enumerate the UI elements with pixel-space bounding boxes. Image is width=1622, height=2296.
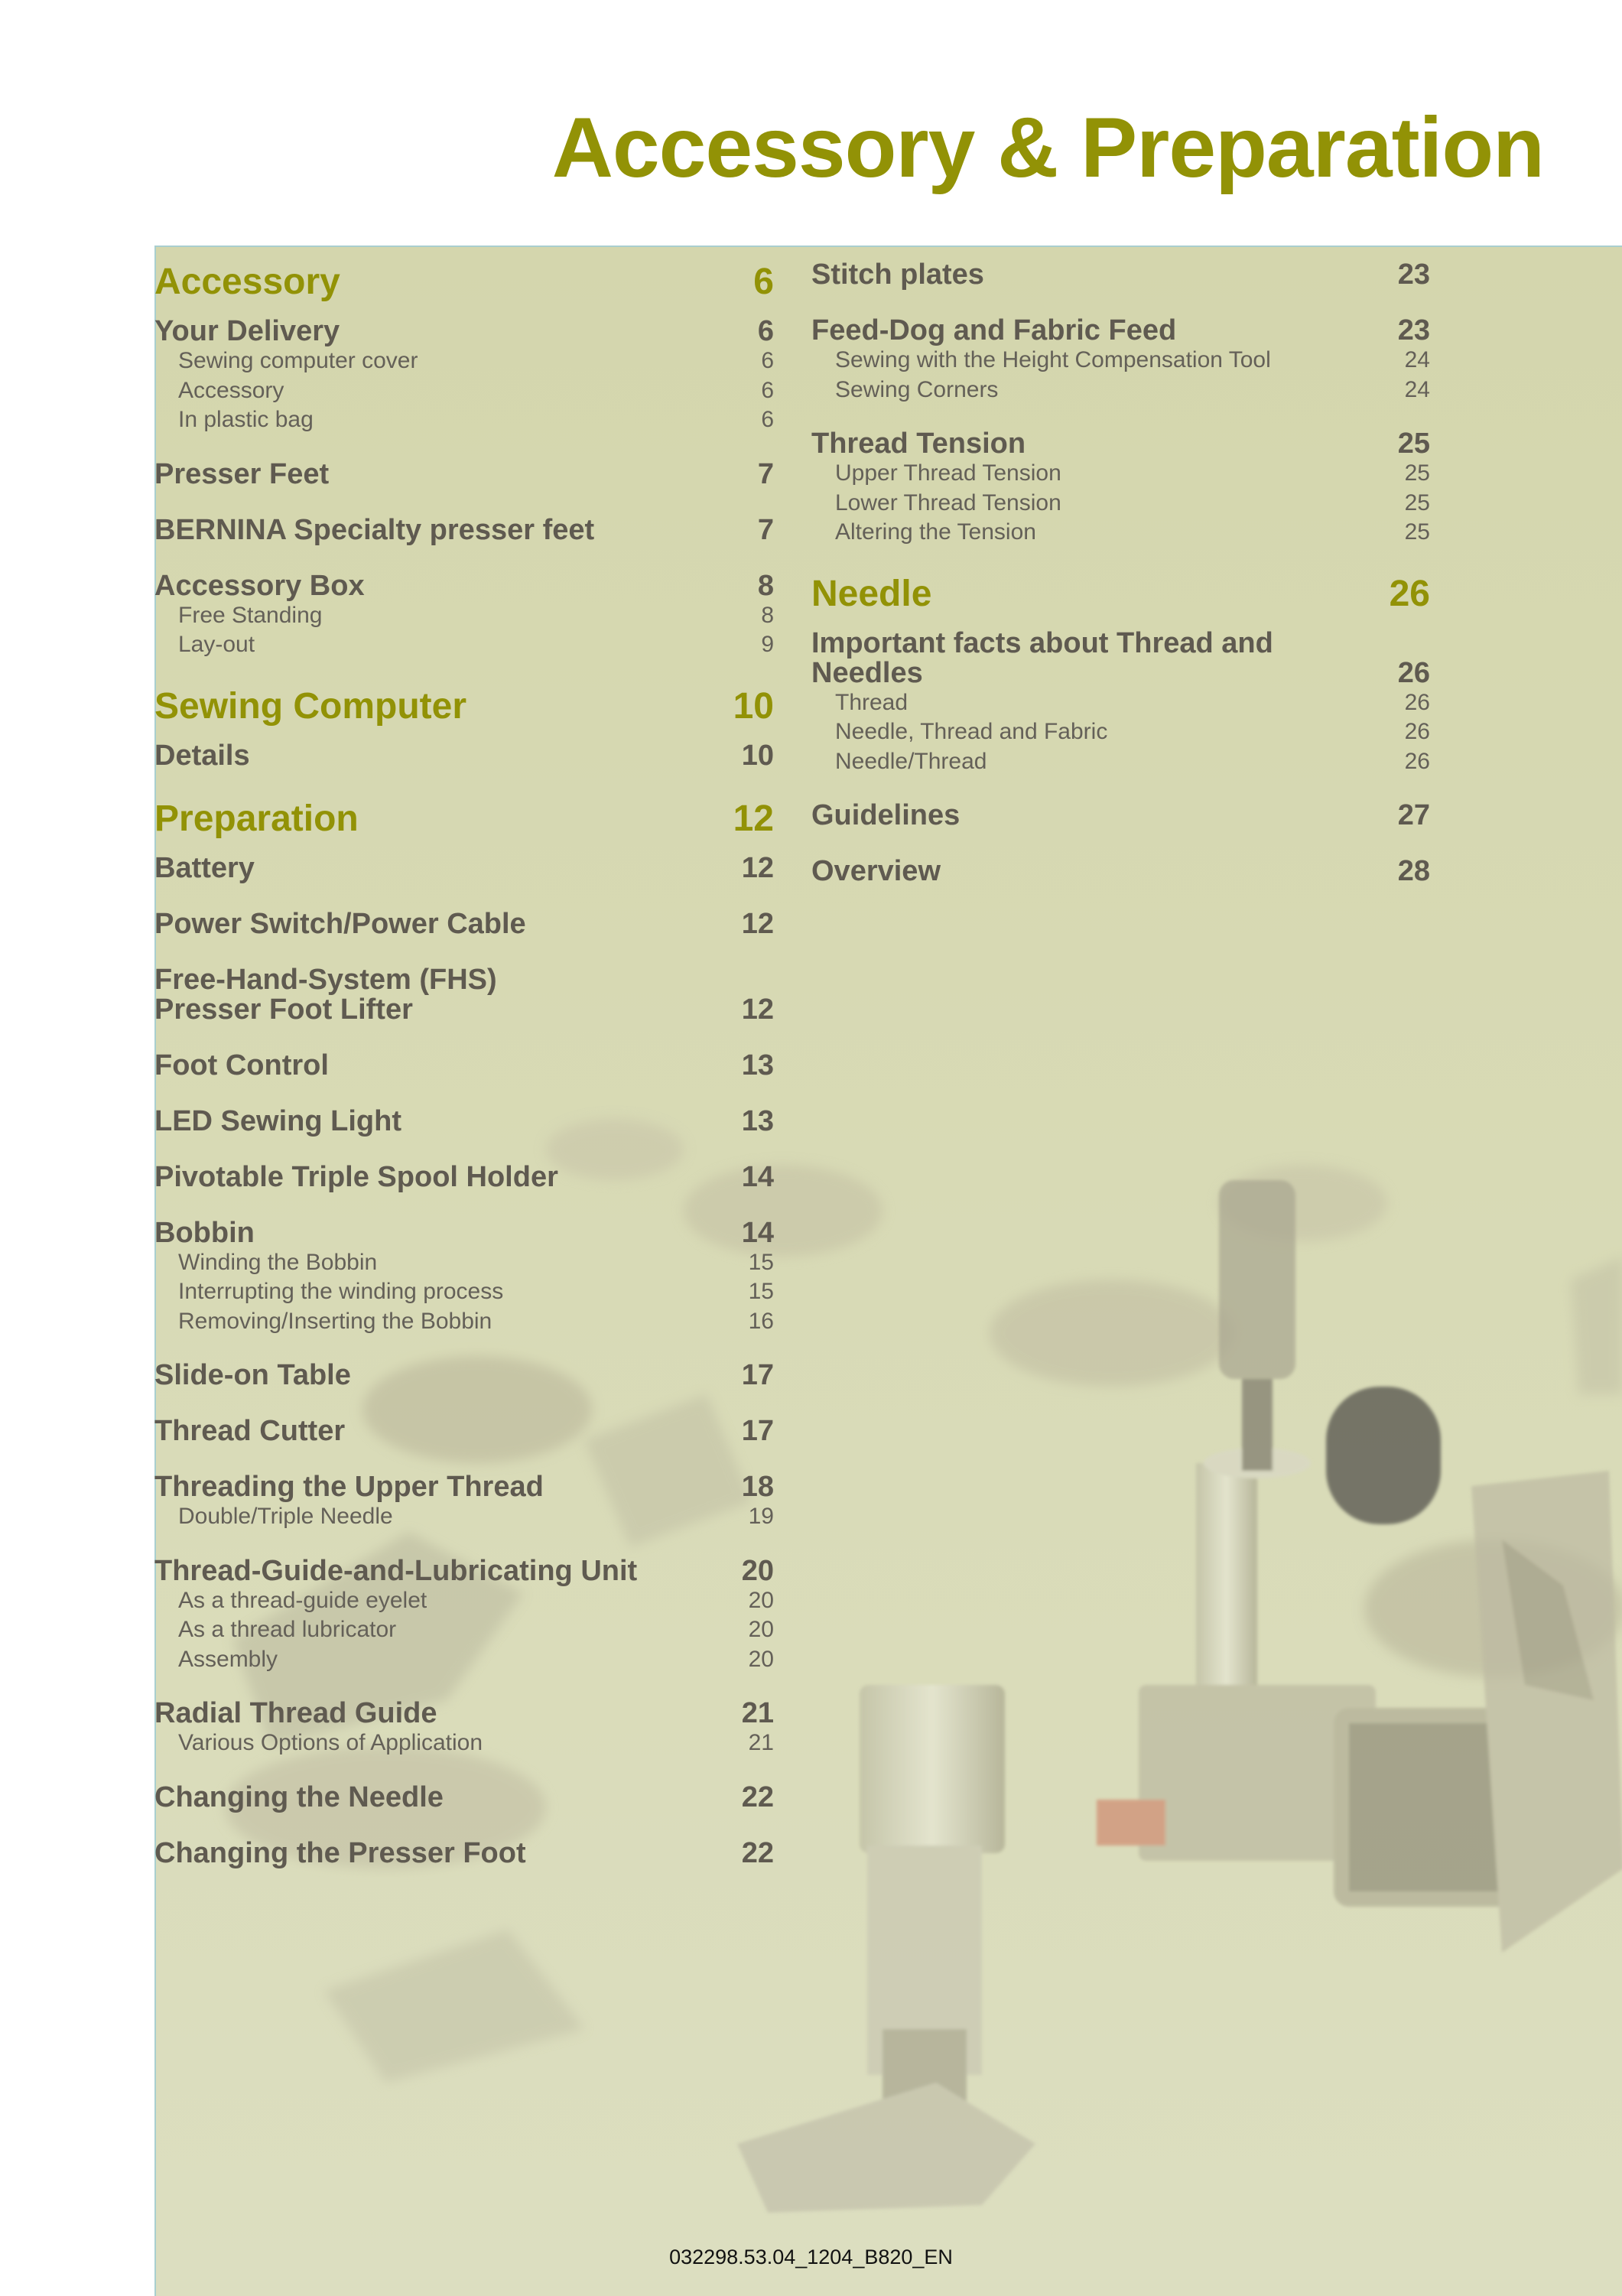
toc-subtopic-page-number: 25 xyxy=(1404,519,1430,545)
toc-topic-title: Thread Tension xyxy=(811,428,1026,460)
toc-group xyxy=(154,1218,774,1337)
toc-topic-title: Bobbin xyxy=(154,1216,255,1249)
toc-section-title: Preparation xyxy=(154,798,359,839)
toc-topic-radial-thread-guide[interactable] xyxy=(154,1699,774,1729)
page-title: Accessory & Preparation xyxy=(551,100,1544,195)
toc-topic-page-number: 21 xyxy=(741,1697,774,1729)
toc-topic-overview[interactable] xyxy=(811,857,1430,886)
toc-group xyxy=(154,1472,774,1532)
toc-subtopic-title: Lower Thread Tension xyxy=(835,489,1061,515)
toc-subtopic-page-number: 19 xyxy=(748,1504,774,1529)
toc-topic-page-number: 14 xyxy=(741,1216,774,1249)
toc-subtopic-sewing-computer-cover[interactable] xyxy=(154,346,774,376)
toc-section-title: Accessory xyxy=(154,262,340,302)
toc-topic-threading-the-upper-thread[interactable] xyxy=(154,1472,774,1502)
toc-group xyxy=(154,571,774,660)
toc-topic-title: Free-Hand-System (FHS) Presser Foot Lifter xyxy=(154,963,497,1026)
toc-topic-page-number: 22 xyxy=(741,1836,774,1869)
toc-topic-title: Foot Control xyxy=(154,1049,329,1081)
toc-subtopic-page-number: 24 xyxy=(1404,347,1430,372)
toc-topic-page-number: 27 xyxy=(1397,799,1430,831)
toc-topic-battery[interactable] xyxy=(154,851,774,884)
toc-subtopic-title: Thread xyxy=(835,689,909,715)
toc-topic-page-number: 23 xyxy=(1397,259,1430,291)
toc-topic-title: Presser Feet xyxy=(154,457,330,490)
toc-subtopic-title: Winding the Bobbin xyxy=(178,1249,378,1275)
toc-topic-power-switch-power-cable[interactable] xyxy=(154,909,774,939)
toc-subtopic-title: Various Options of Application xyxy=(178,1730,483,1755)
toc-subtopic-title: Upper Thread Tension xyxy=(835,460,1061,486)
toc-right-column xyxy=(811,260,1430,912)
toc-subtopic-sewing-corners[interactable] xyxy=(811,376,1430,405)
toc-topic-title: BERNINA Specialty presser feet xyxy=(154,513,595,546)
toc-topic-page-number: 17 xyxy=(741,1415,774,1447)
toc-subtopic-title: Needle, Thread and Fabric xyxy=(835,719,1108,744)
toc-topic-title: Details xyxy=(154,739,250,772)
toc-subtopic-page-number: 25 xyxy=(1404,460,1430,486)
toc-topic-thread-guide-and-lubricating-unit[interactable] xyxy=(154,1556,774,1586)
toc-subtopic-in-plastic-bag[interactable] xyxy=(154,405,774,435)
toc-subtopic-interrupting-the-winding-process[interactable] xyxy=(154,1277,774,1307)
toc-section-title: Sewing Computer xyxy=(154,685,467,727)
toc-subtopic-sewing-with-the-height-compensation-tool[interactable] xyxy=(811,346,1430,376)
toc-subtopic-title: Lay-out xyxy=(178,632,255,657)
toc-subtopic-page-number: 6 xyxy=(761,407,774,432)
toc-subtopic-upper-thread-tension[interactable] xyxy=(811,459,1430,489)
toc-topic-thread-tension[interactable] xyxy=(811,429,1430,459)
toc-topic-title: Stitch plates xyxy=(811,259,984,291)
toc-group xyxy=(811,626,1430,777)
toc-subtopic-title: Sewing computer cover xyxy=(178,348,418,373)
toc-subtopic-removing-inserting-the-bobbin[interactable] xyxy=(154,1307,774,1337)
toc-subtopic-page-number: 25 xyxy=(1404,489,1430,515)
toc-topic-page-number: 13 xyxy=(741,1104,774,1137)
toc-subtopic-accessory[interactable] xyxy=(154,376,774,406)
toc-topic-accessory-box[interactable] xyxy=(154,571,774,601)
toc-group xyxy=(811,429,1430,548)
toc-subtopic-title: Double/Triple Needle xyxy=(178,1504,393,1529)
toc-topic-page-number: 17 xyxy=(741,1359,774,1391)
toc-subtopic-free-standing[interactable] xyxy=(154,601,774,631)
toc-subtopic-title: Assembly xyxy=(178,1646,278,1672)
toc-subtopic-page-number: 15 xyxy=(748,1279,774,1304)
toc-topic-page-number: 22 xyxy=(741,1781,774,1813)
toc-subtopic-title: Sewing Corners xyxy=(835,376,999,402)
toc-topic-page-number: 23 xyxy=(1397,314,1430,346)
footer-document-code: 032298.53.04_1204_B820_EN xyxy=(669,2246,953,2268)
toc-subtopic-page-number: 20 xyxy=(748,1617,774,1642)
toc-topic-page-number: 10 xyxy=(741,739,774,772)
toc-topic-title: Changing the Presser Foot xyxy=(154,1836,526,1869)
toc-subtopic-double-triple-needle[interactable] xyxy=(154,1502,774,1532)
toc-subtopic-page-number: 26 xyxy=(1404,689,1430,715)
toc-subtopic-page-number: 20 xyxy=(748,1646,774,1672)
toc-topic-title: Power Switch/Power Cable xyxy=(154,907,526,940)
toc-topic-title: Guidelines xyxy=(811,799,961,831)
toc-subtopic-title: Free Standing xyxy=(178,602,323,628)
toc-subtopic-page-number: 26 xyxy=(1404,719,1430,744)
toc-subtopic-as-a-thread-lubricator[interactable] xyxy=(154,1615,774,1645)
toc-subtopic-lower-thread-tension[interactable] xyxy=(811,489,1430,519)
toc-section-title: Needle xyxy=(811,573,932,614)
toc-subtopic-title: Removing/Inserting the Bobbin xyxy=(178,1308,492,1334)
toc-topic-free-hand-system-fhs-presser-foot-lifter[interactable] xyxy=(154,965,774,1025)
toc-subtopic-page-number: 6 xyxy=(761,348,774,373)
toc-topic-title: Changing the Needle xyxy=(154,1781,444,1813)
toc-section-accessory[interactable] xyxy=(154,260,774,304)
toc-topic-led-sewing-light[interactable] xyxy=(154,1104,774,1137)
toc-topic-page-number: 13 xyxy=(741,1049,774,1081)
toc-topic-page-number: 8 xyxy=(757,569,774,602)
toc-subtopic-winding-the-bobbin[interactable] xyxy=(154,1248,774,1278)
toc-topic-title: Thread-Guide-and-Lubricating Unit xyxy=(154,1554,638,1587)
toc-topic-page-number: 7 xyxy=(757,457,774,490)
toc-subtopic-page-number: 8 xyxy=(761,602,774,628)
toc-subtopic-page-number: 20 xyxy=(748,1587,774,1613)
toc-subtopic-thread[interactable] xyxy=(811,688,1430,718)
toc-section-page-number: 26 xyxy=(1389,573,1430,614)
toc-subtopic-title: In plastic bag xyxy=(178,407,314,432)
toc-topic-feed-dog-and-fabric-feed[interactable] xyxy=(811,316,1430,346)
toc-topic-changing-the-presser-foot[interactable] xyxy=(154,1836,774,1869)
toc-subtopic-page-number: 9 xyxy=(761,632,774,657)
toc-subtopic-title: Interrupting the winding process xyxy=(178,1279,504,1304)
toc-section-preparation[interactable] xyxy=(154,797,774,841)
toc-topic-page-number: 12 xyxy=(741,851,774,884)
toc-subtopic-various-options-of-application[interactable] xyxy=(154,1729,774,1758)
toc-topic-changing-the-needle[interactable] xyxy=(154,1783,774,1813)
toc-group xyxy=(154,1556,774,1675)
toc-topic-important-facts-about-thread-and-needles[interactable] xyxy=(811,626,1430,689)
toc-section-needle[interactable] xyxy=(811,572,1430,616)
toc-subtopic-needle-thread[interactable] xyxy=(811,747,1430,777)
toc-topic-presser-feet[interactable] xyxy=(154,457,774,490)
toc-subtopic-page-number: 6 xyxy=(761,377,774,403)
toc-subtopic-page-number: 21 xyxy=(748,1730,774,1755)
toc-topic-page-number: 26 xyxy=(1397,656,1430,689)
toc-topic-details[interactable] xyxy=(154,741,774,771)
toc-topic-guidelines[interactable] xyxy=(811,801,1430,831)
toc-topic-title: Threading the Upper Thread xyxy=(154,1471,544,1503)
toc-subtopic-assembly[interactable] xyxy=(154,1645,774,1675)
toc-topic-page-number: 25 xyxy=(1397,428,1430,460)
toc-topic-your-delivery[interactable] xyxy=(154,317,774,346)
toc-topic-bernina-specialty-presser-feet[interactable] xyxy=(154,515,774,545)
toc-subtopic-title: As a thread-guide eyelet xyxy=(178,1587,427,1613)
toc-topic-title: Radial Thread Guide xyxy=(154,1697,437,1729)
toc-topic-title: Important facts about Thread and Needles xyxy=(811,626,1273,689)
toc-subtopic-title: Sewing with the Height Compensation Tool xyxy=(835,347,1271,372)
toc-topic-page-number: 12 xyxy=(741,993,774,1026)
toc-subtopic-title: Altering the Tension xyxy=(835,519,1036,545)
toc-topic-title: Feed-Dog and Fabric Feed xyxy=(811,314,1177,346)
toc-topic-stitch-plates[interactable] xyxy=(811,260,1430,290)
toc-subtopic-as-a-thread-guide-eyelet[interactable] xyxy=(154,1586,774,1616)
toc-section-sewing-computer[interactable] xyxy=(154,685,774,729)
toc-subtopic-altering-the-tension[interactable] xyxy=(811,518,1430,548)
toc-topic-page-number: 6 xyxy=(757,315,774,347)
toc-subtopic-needle-thread-and-fabric[interactable] xyxy=(811,717,1430,747)
toc-topic-page-number: 12 xyxy=(741,907,774,940)
toc-section-page-number: 10 xyxy=(733,685,774,727)
toc-topic-page-number: 7 xyxy=(757,513,774,546)
toc-subtopic-title: Needle/Thread xyxy=(835,748,987,774)
toc-topic-page-number: 20 xyxy=(741,1554,774,1587)
toc-topic-page-number: 28 xyxy=(1397,855,1430,887)
toc-subtopic-page-number: 15 xyxy=(748,1249,774,1275)
toc-subtopic-page-number: 16 xyxy=(748,1308,774,1334)
toc-group xyxy=(811,316,1430,405)
toc-section-page-number: 12 xyxy=(733,798,774,839)
toc-group xyxy=(154,317,774,435)
toc-topic-title: LED Sewing Light xyxy=(154,1104,401,1137)
toc-subtopic-page-number: 26 xyxy=(1404,748,1430,774)
toc-topic-pivotable-triple-spool-holder[interactable] xyxy=(154,1160,774,1193)
toc-topic-title: Overview xyxy=(811,855,941,887)
toc-topic-title: Pivotable Triple Spool Holder xyxy=(154,1160,558,1193)
toc-topic-thread-cutter[interactable] xyxy=(154,1416,774,1446)
toc-topic-page-number: 14 xyxy=(741,1160,774,1193)
toc-subtopic-page-number: 24 xyxy=(1404,376,1430,402)
toc-topic-bobbin[interactable] xyxy=(154,1218,774,1248)
toc-topic-foot-control[interactable] xyxy=(154,1051,774,1081)
toc-topic-title: Slide-on Table xyxy=(154,1359,351,1391)
toc-topic-title: Battery xyxy=(154,851,255,884)
toc-section-page-number: 6 xyxy=(753,262,774,302)
toc-topic-slide-on-table[interactable] xyxy=(154,1361,774,1390)
toc-left-column xyxy=(154,260,774,1894)
toc-subtopic-lay-out[interactable] xyxy=(154,630,774,660)
toc-group xyxy=(154,1699,774,1758)
toc-subtopic-title: As a thread lubricator xyxy=(178,1617,397,1642)
toc-subtopic-title: Accessory xyxy=(178,377,284,403)
toc-topic-title: Your Delivery xyxy=(154,315,340,347)
toc-topic-page-number: 18 xyxy=(741,1471,774,1503)
toc-topic-title: Accessory Box xyxy=(154,569,365,602)
toc-topic-title: Thread Cutter xyxy=(154,1415,346,1447)
